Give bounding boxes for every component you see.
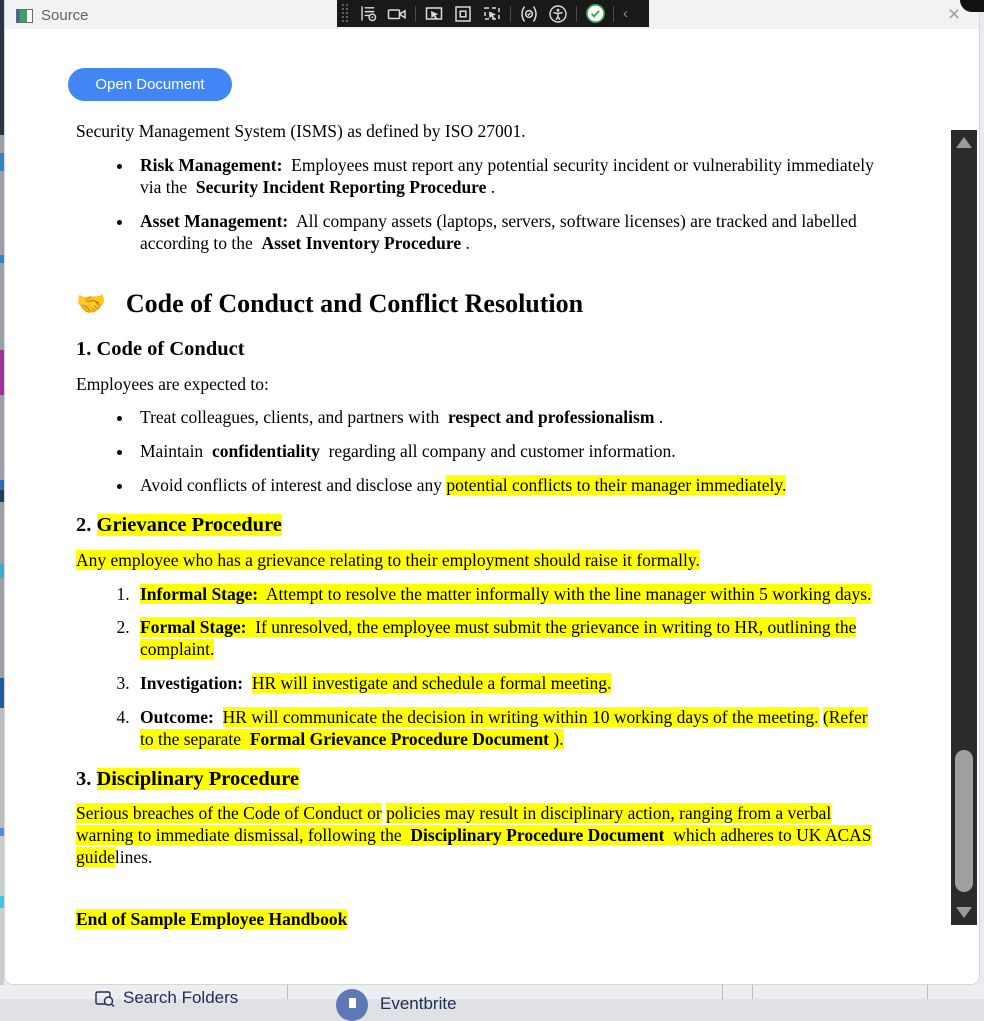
text-segment: Risk Management: <box>140 154 283 175</box>
highlighted-text: Attempt to resolve the matter informally with the line manager within 5 working days. <box>258 583 872 604</box>
select-region-icon[interactable] <box>452 3 474 25</box>
doc-h2 <box>76 767 879 793</box>
text-segment: Asset Inventory Procedure <box>261 232 462 253</box>
window-icon <box>16 9 33 23</box>
document-scroll-area[interactable] <box>61 121 951 929</box>
collapse-icon[interactable]: ‹ <box>623 5 628 22</box>
text-segment: lines. <box>114 847 153 868</box>
toolbar-separator <box>415 6 416 22</box>
highlighted-text: HR will communicate the decision in writing within 10 working days of the meeting. <box>222 707 819 727</box>
handshake-emoji-icon: 🤝 <box>76 291 106 318</box>
scroll-down-arrow-icon[interactable] <box>951 907 977 918</box>
highlighted-text: Grievance Procedure <box>96 514 282 536</box>
select-window-icon[interactable] <box>423 3 445 25</box>
highlighted-text: Disciplinary Procedure <box>96 767 300 790</box>
divider <box>927 985 928 999</box>
list-item <box>134 617 879 661</box>
list-item <box>134 155 879 199</box>
highlighted-text: HR will investigate and schedule a formal meeting. <box>251 673 612 694</box>
scroll-up-arrow-icon[interactable] <box>951 137 977 148</box>
eventbrite-label: Eventbrite <box>380 994 457 1013</box>
doc-ul <box>76 155 879 255</box>
toolbar-grip-handle[interactable] <box>341 3 350 24</box>
text-segment: Investigation: <box>140 673 244 694</box>
text-segment: All company assets (laptops, servers, software licenses) are tracked and labelled according to the <box>140 210 857 253</box>
list-item <box>134 475 879 497</box>
divider <box>287 985 288 999</box>
doc-ol <box>76 584 879 751</box>
vertical-scrollbar[interactable] <box>951 130 977 925</box>
doc-h2 <box>76 337 879 363</box>
list-item <box>134 441 879 463</box>
toolbar-separator <box>510 6 511 22</box>
doc-end-note <box>76 909 879 931</box>
text-segment: 3. <box>76 767 97 790</box>
highlighted-text: Formal Stage: <box>140 617 247 638</box>
text-segment: 2. <box>76 514 97 536</box>
select-element-icon[interactable] <box>481 3 503 25</box>
text-segment: regarding all company and customer information. <box>319 441 676 462</box>
list-item <box>134 673 879 695</box>
window-title: Source <box>41 7 89 24</box>
scrollbar-thumb[interactable] <box>955 750 973 892</box>
capture-toolbar <box>337 0 649 27</box>
highlighted-text: Disciplinary Procedure Document <box>410 825 665 846</box>
divider <box>752 985 753 999</box>
text-segment: Security Management System (ISMS) as defined by ISO 27001. <box>76 121 526 141</box>
doc-ul <box>76 407 879 497</box>
search-folder-icon <box>95 989 115 1009</box>
text-segment: Asset Management: <box>140 210 289 231</box>
code-check-icon[interactable] <box>518 3 540 25</box>
search-folders-label: Search Folders <box>123 988 239 1007</box>
text-segment <box>243 673 252 693</box>
text-segment: Employees must report any potential security incident or vulnerability immediately via the <box>140 154 874 197</box>
highlighted-text: which adheres to UK ACAS guide <box>76 825 872 868</box>
list-item <box>134 407 879 429</box>
highlighted-text: Serious breaches of the Code of Conduct or <box>76 803 382 824</box>
eventbrite-icon <box>336 989 368 1021</box>
text-segment: Treat colleagues, clients, and partners with <box>140 407 448 428</box>
list-item <box>134 584 879 606</box>
doc-p <box>76 550 879 572</box>
highlighted-text: If unresolved, the employee must submit the grievance in writing to HR, outlining the complaint. <box>140 617 857 660</box>
doc-p <box>76 374 879 396</box>
toolbar-separator <box>613 6 614 22</box>
eventbrite-item[interactable] <box>336 987 457 1021</box>
list-item <box>134 211 879 255</box>
open-document-button[interactable]: Open Document <box>68 68 232 101</box>
close-icon[interactable]: × <box>947 3 961 26</box>
doc-h2 <box>76 513 879 539</box>
text-segment: . <box>486 176 496 197</box>
text-segment: . <box>461 232 470 253</box>
highlighted-text: End of Sample Employee Handbook <box>76 909 348 929</box>
text-segment: Employees are expected to: <box>76 373 269 394</box>
divider <box>722 985 723 999</box>
toolbar-separator <box>576 6 577 22</box>
camera-icon[interactable] <box>386 3 408 25</box>
highlighted-text: Formal Grievance Procedure Document <box>249 728 550 749</box>
accessibility-icon[interactable] <box>547 3 569 25</box>
text-segment: respect and professionalism <box>447 407 655 428</box>
highlighted-text: policies may result in disciplinary action, ranging from a verbal warning to immediate dismissal, following the <box>76 803 832 846</box>
list-item <box>134 707 879 751</box>
recording-steps-icon[interactable] <box>357 3 379 25</box>
highlighted-text: ). <box>549 728 564 749</box>
highlighted-text: Informal Stage: <box>140 583 259 604</box>
source-window <box>4 0 980 985</box>
highlighted-text: (Refer to the separate <box>140 707 868 749</box>
text-segment: confidentiality <box>211 441 320 462</box>
doc-h1 <box>76 288 879 321</box>
doc-clipped <box>76 121 879 143</box>
confirm-icon[interactable] <box>584 3 606 25</box>
text-segment: Maintain <box>140 441 212 462</box>
text-segment <box>214 707 223 727</box>
text-segment: . <box>654 407 664 428</box>
document-content <box>61 121 879 931</box>
search-folders-field[interactable] <box>95 987 238 1009</box>
highlighted-text: potential conflicts to their manager immediately. <box>446 475 787 496</box>
text-segment: Avoid conflicts of interest and disclose any <box>140 475 447 496</box>
doc-p <box>76 803 879 869</box>
text-segment: Security Incident Reporting Procedure <box>195 176 487 197</box>
highlighted-text: Any employee who has a grievance relating to their employment should raise it formally. <box>76 549 700 570</box>
desktop-bottom-strip <box>0 985 984 1013</box>
text-segment: 1. Code of Conduct <box>76 337 245 360</box>
text-segment: Outcome: <box>140 707 214 727</box>
text-segment: Code of Conduct and Conflict Resolution <box>125 289 584 319</box>
